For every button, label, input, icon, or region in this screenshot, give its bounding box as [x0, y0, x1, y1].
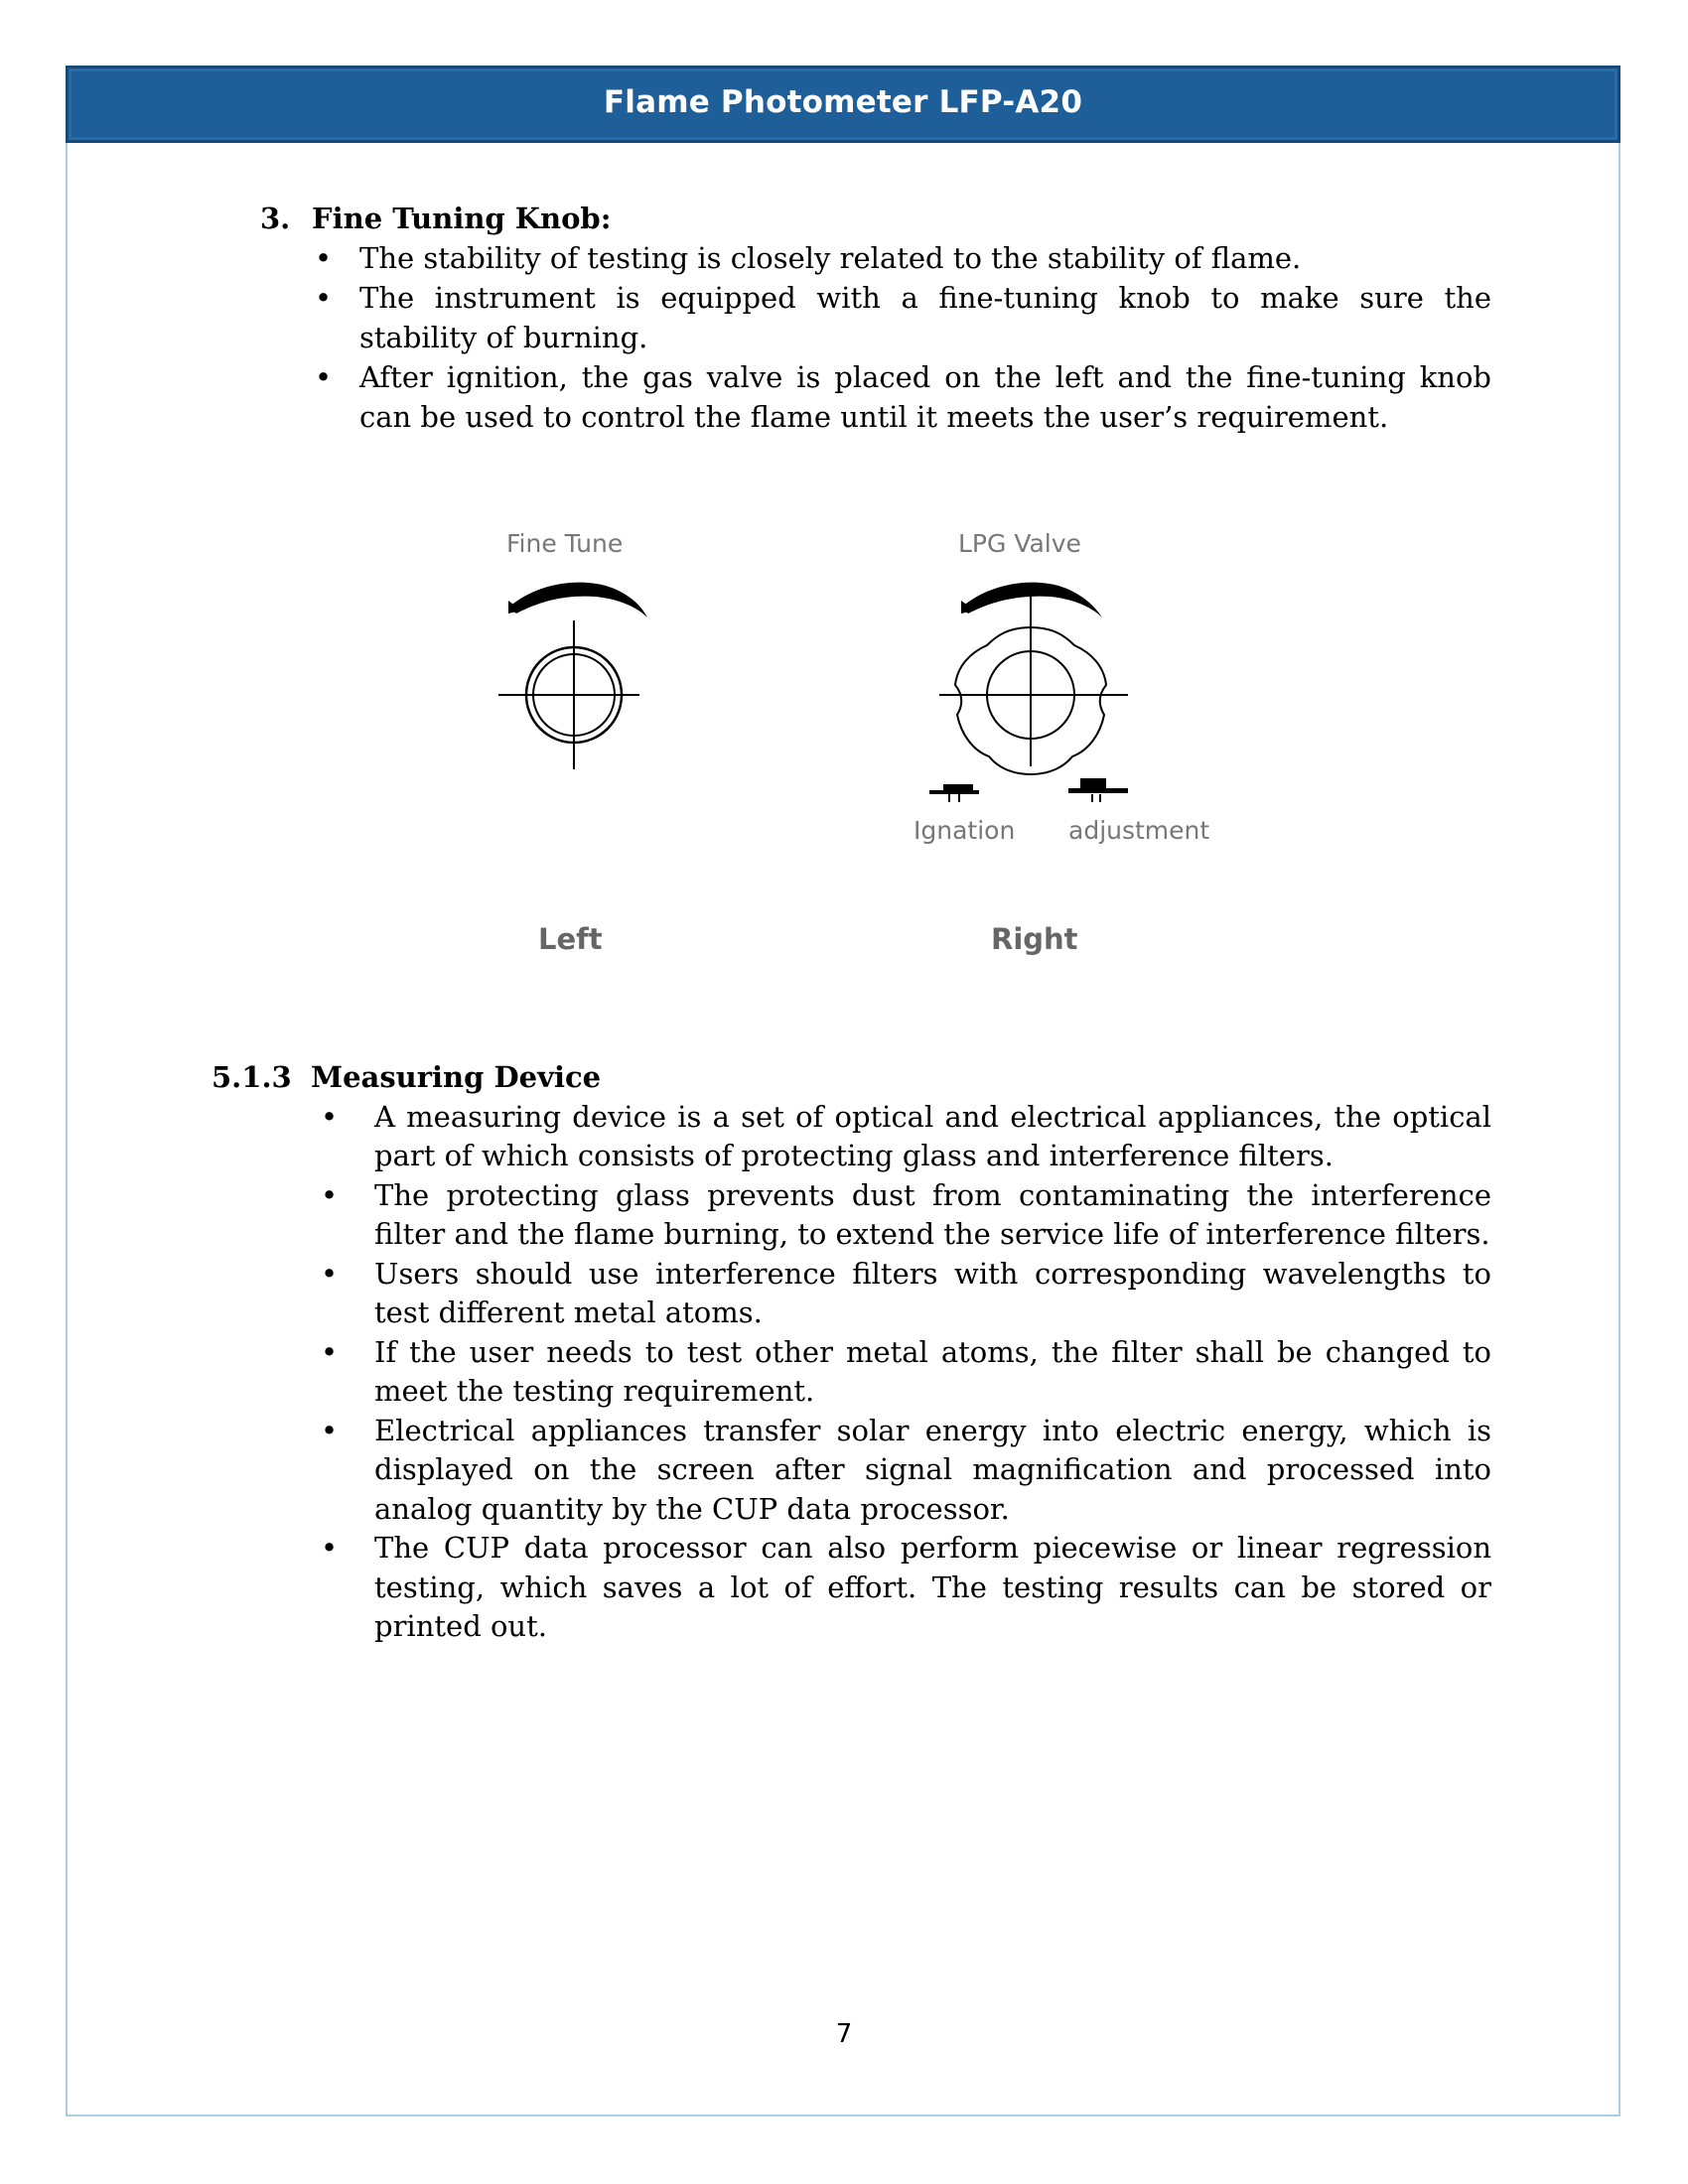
section-title: Fine Tuning Knob: [312, 202, 612, 235]
list-item [211, 1098, 1491, 1176]
list-item [211, 1255, 1491, 1333]
list-item-text: After ignition, the gas valve is placed on the left and the fine-tuning knob can be used to control the flame until it meets the user’s requirement. [359, 360, 1491, 434]
list-item-text: If the user needs to test other metal atoms, the filter shall be changed to meet the testing requirement. [374, 1334, 1491, 1408]
list-item-text: The CUP data processor can also perform piecewise or linear regression testing, which saves a lot of effort. The testing results can be stored or printed out. [374, 1531, 1491, 1643]
bullet-icon: • [321, 1531, 339, 1565]
bullet-icon: • [315, 241, 333, 275]
list-item-text: A measuring device is a set of optical and electrical appliances, the optical part of which consists of protecting glass and interference filters. [374, 1099, 1491, 1172]
ignition-label: Ignation [914, 816, 1016, 845]
list-item [211, 1412, 1491, 1530]
fine-tune-label: Fine Tune [506, 529, 624, 558]
bullet-list [211, 1098, 1492, 1647]
list-item-text: Users should use interference filters with corresponding wavelengths to test different metal atoms. [374, 1256, 1491, 1329]
bullet-icon: • [321, 1334, 339, 1369]
section-number: 3. [260, 202, 291, 235]
bullet-icon: • [315, 281, 333, 315]
bullet-icon: • [321, 1099, 339, 1134]
bullet-icon: • [315, 360, 333, 394]
section-heading [211, 1058, 1492, 1098]
document-title: Flame Photometer LFP-A20 [603, 84, 1083, 120]
list-item-text: The stability of testing is closely related to the stability of flame. [359, 241, 1302, 275]
section-number: 5.1.3 [211, 1060, 292, 1094]
section-title: Measuring Device [311, 1060, 602, 1094]
bullet-icon: • [321, 1177, 339, 1212]
right-caption: Right [991, 922, 1078, 956]
list-item [211, 1333, 1491, 1412]
list-item-text: The protecting glass prevents dust from contaminating the interference filter and the flame burning, to extend the service life of interference filters. [374, 1177, 1491, 1251]
list-item-text: Electrical appliances transfer solar energy into electric energy, which is displayed on the screen after signal magnification and processed into analog quantity by the CUP data processor. [374, 1413, 1491, 1526]
list-item-text: The instrument is equipped with a fine-tuning knob to make sure the stability of burning. [359, 281, 1491, 354]
lpg-valve-label: LPG Valve [958, 529, 1081, 558]
page-number: 7 [835, 2019, 853, 2049]
bullet-icon: • [321, 1413, 339, 1447]
list-item [211, 1176, 1491, 1255]
section-measuring-device [211, 1058, 1492, 1647]
list-item [211, 1529, 1491, 1647]
left-caption: Left [538, 922, 603, 956]
fine-tune-knob-icon [498, 583, 647, 769]
lpg-valve-knob-icon [929, 583, 1128, 802]
adjustment-label: adjustment [1068, 816, 1210, 845]
knob-diagram [0, 0, 1688, 993]
bullet-icon: • [321, 1256, 339, 1291]
